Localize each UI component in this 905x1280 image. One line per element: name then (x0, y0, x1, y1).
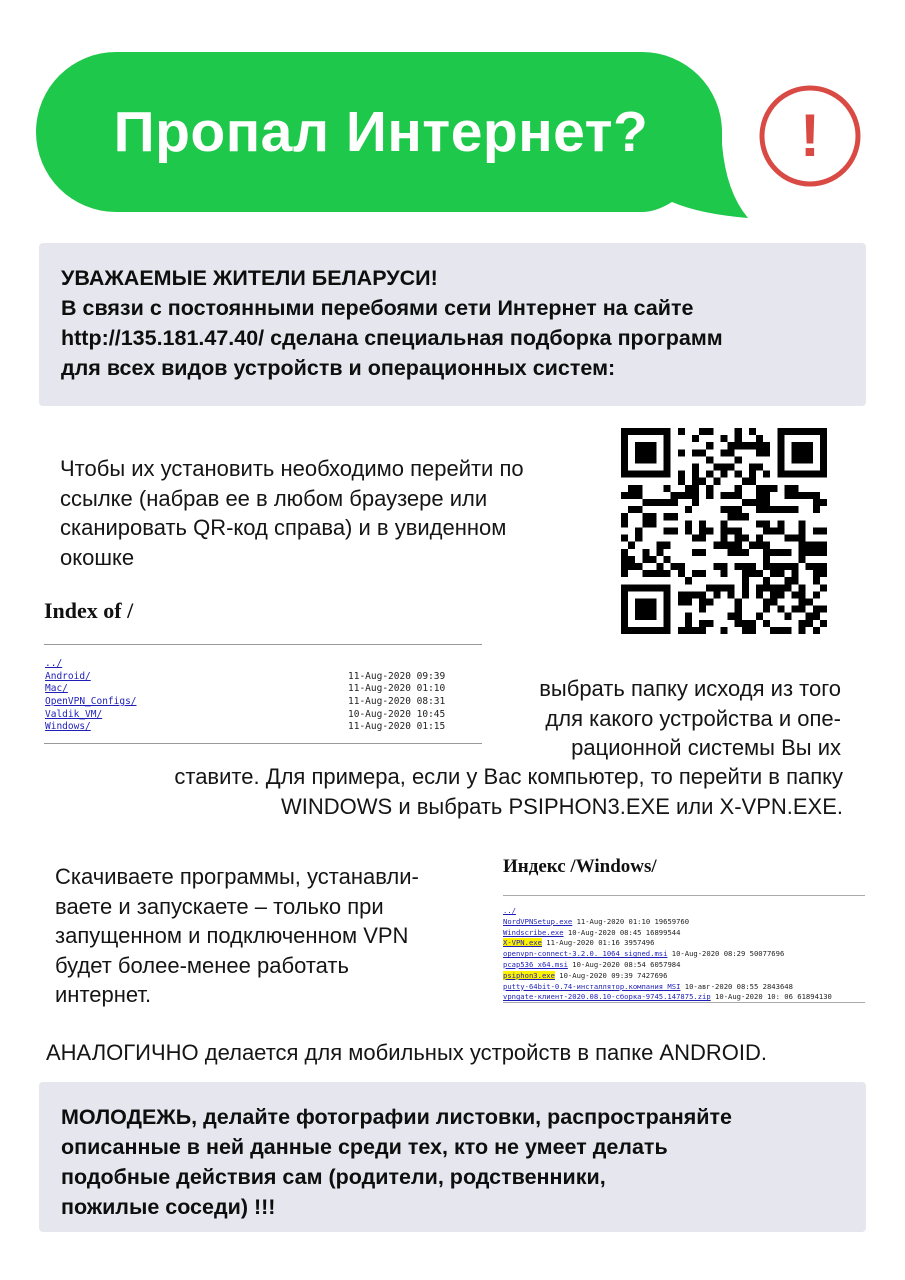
step3-line: интернет. (55, 982, 152, 1007)
folder-date: 10-Aug-2020 10:45 (348, 708, 446, 720)
intro-line: УВАЖАЕМЫЕ ЖИТЕЛИ БЕЛАРУСИ! (61, 266, 438, 290)
file-link[interactable]: NordVPNSetup.exe (503, 916, 573, 926)
file-meta: 10-Aug-2020 08:54 6057984 (567, 959, 681, 969)
file-link[interactable]: psiphon3.exe (503, 970, 555, 980)
file-meta: 11-Aug-2020 01:10 19659760 (572, 916, 690, 926)
listing-row[interactable] (503, 906, 868, 917)
intro-line: для всех видов устройств и операционных систем: (61, 356, 616, 380)
file-meta: 10-Aug-2020 10: 06 61894130 (710, 992, 832, 1002)
file-link[interactable]: openvpn-connect-3.2.0. 1064_signed.msi (503, 949, 668, 959)
step1-line: ссылке (набрав ее в любом браузере или (60, 485, 488, 511)
instruction-step-3 (55, 862, 419, 1010)
folder-date: 11-Aug-2020 08:31 (348, 696, 446, 708)
step2-line: выбрать папку исходя из того (539, 676, 841, 701)
alert-symbol: ! (800, 102, 820, 169)
listing-row[interactable] (503, 960, 868, 971)
listing-row[interactable] (45, 671, 483, 684)
step3-line: будет более-менее работать (55, 952, 349, 978)
step1-line: окошке (60, 544, 135, 570)
file-meta: 10-Aug-2020 09:39 7427696 (554, 970, 668, 980)
outro-line: МОЛОДЕЖЬ, делайте фотографии листовки, распространяйте (61, 1105, 732, 1129)
intro-box (39, 243, 866, 406)
divider (44, 743, 482, 744)
outro-box (39, 1082, 866, 1232)
folder-date: 11-Aug-2020 01:15 (348, 721, 446, 733)
instruction-step-1 (60, 454, 524, 572)
listing-title: Index of / (44, 598, 134, 623)
instruction-step-2-cont (174, 762, 843, 821)
step2-line: для какого устройства и опе- (545, 705, 841, 731)
file-meta: 10-Aug-2020 08:45 16899544 (563, 927, 681, 937)
directory-listing-windows (503, 856, 868, 1006)
file-link[interactable]: Windscribe.exe (503, 927, 564, 937)
intro-line: http://135.181.47.40/ сделана специальная подборка программ (61, 326, 723, 350)
file-link[interactable]: ../ (503, 906, 516, 915)
listing-row[interactable] (503, 917, 868, 928)
step3-line: запущенном и подключенном VPN (55, 923, 409, 948)
folder-link[interactable]: Windows/ (45, 721, 91, 733)
file-meta: 10-авг-2020 08:55 2843648 (680, 981, 793, 991)
folder-link[interactable]: Valdik_VM/ (45, 708, 103, 720)
listing-row[interactable] (503, 949, 868, 960)
outro-line: описанные в ней данные среди тех, кто не умеет делать (61, 1135, 668, 1159)
listing-row[interactable] (45, 696, 483, 709)
intro-line: В связи с постоянными перебоями сети Интернет на сайте (61, 296, 694, 320)
step3-line: Скачиваете программы, устанавли- (55, 864, 419, 889)
listing-title: Индекс /Windows/ (503, 856, 657, 877)
directory-listing-root (44, 598, 484, 748)
instruction-step-4 (46, 1038, 767, 1068)
listing-row[interactable] (45, 658, 483, 671)
folder-link[interactable]: ../ (45, 658, 63, 669)
speech-bubble (36, 52, 748, 220)
file-link[interactable]: putty-64bit-0.74-инсталлятор.компания MSI (503, 981, 681, 991)
divider (503, 1002, 865, 1003)
listing-row-highlighted[interactable] (503, 938, 868, 949)
exclamation-icon (758, 84, 862, 188)
step1-line: Чтобы их установить необходимо перейти по (60, 456, 524, 481)
step4-line: АНАЛОГИЧНО делается для мобильных устройств в папке ANDROID. (46, 1040, 767, 1065)
step3-line: ваете и запускаете – только при (55, 893, 384, 919)
folder-link[interactable]: Mac/ (45, 683, 68, 695)
step2-line: ставите. Для примера, если у Вас компьютер, то перейти в папку (174, 764, 843, 789)
listing-row[interactable] (45, 709, 483, 722)
folder-date: 11-Aug-2020 01:10 (348, 683, 446, 695)
instruction-step-2 (539, 674, 841, 763)
listing-row[interactable] (503, 982, 868, 993)
file-link[interactable]: vpngate-клиент-2020.08.10-сборка-9745.147875.zip (503, 992, 711, 1002)
step1-line: сканировать QR-код справа) и в увиденном (60, 515, 507, 540)
listing-row[interactable] (45, 721, 483, 734)
file-link[interactable]: pcap536_x64.msi (503, 959, 568, 969)
outro-line: пожилые соседи) !!! (61, 1195, 276, 1219)
folder-link[interactable]: Android/ (45, 670, 91, 682)
step2-line: WINDOWS и выбрать PSIPHON3.EXE или X-VPN.EXE. (281, 793, 843, 819)
listing-row[interactable] (45, 683, 483, 696)
listing-row[interactable] (503, 928, 868, 939)
page-title: Пропал Интернет? (113, 100, 649, 164)
divider (503, 895, 865, 896)
divider (44, 644, 482, 645)
listing-row-highlighted[interactable] (503, 971, 868, 982)
folder-date: 11-Aug-2020 09:39 (348, 670, 446, 682)
folder-link[interactable]: OpenVPN_Configs/ (45, 696, 137, 708)
step2-line: рационной системы Вы их (571, 735, 841, 760)
file-meta: 11-Aug-2020 01:16 3957496 (541, 938, 655, 948)
file-meta: 10-Aug-2020 08:29 50077696 (667, 949, 785, 959)
outro-line: подобные действия сам (родители, родственники, (61, 1165, 606, 1189)
file-link[interactable]: X-VPN.exe (503, 938, 542, 948)
qr-code[interactable] (621, 428, 827, 634)
